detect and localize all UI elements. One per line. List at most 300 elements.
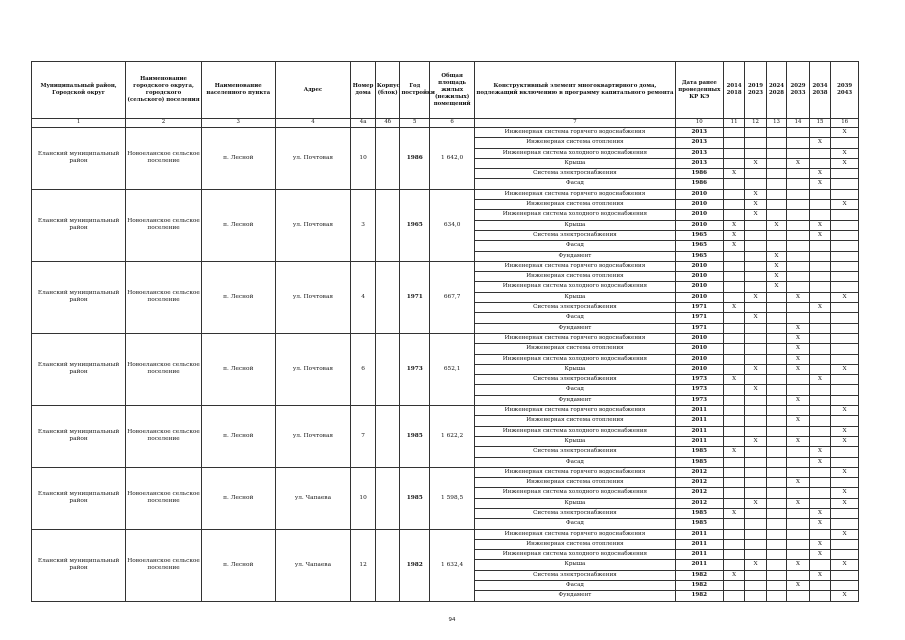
previous-repair-year-cell: 2010 xyxy=(675,220,723,230)
table-row xyxy=(32,406,859,416)
previous-repair-year-cell: 2012 xyxy=(675,467,723,477)
period-cell xyxy=(787,200,810,210)
table-row xyxy=(32,261,859,271)
period-cell xyxy=(809,323,830,333)
period-cell xyxy=(809,581,830,591)
period-cell xyxy=(745,529,766,539)
period-cell: X xyxy=(766,272,786,282)
period-cell: X xyxy=(809,138,830,148)
table-row xyxy=(32,529,859,539)
previous-repair-year-cell: 2011 xyxy=(675,416,723,426)
period-cell xyxy=(766,354,786,364)
element-name-cell: Инженерная система холодного водоснабжения xyxy=(475,210,676,220)
period-cell xyxy=(787,230,810,240)
period-cell xyxy=(831,169,859,179)
period-cell xyxy=(723,292,744,302)
element-name-cell: Система электроснабжения xyxy=(475,447,676,457)
period-cell xyxy=(745,303,766,313)
previous-repair-year-cell: 2010 xyxy=(675,333,723,343)
header-row xyxy=(32,62,859,119)
period-cell xyxy=(831,313,859,323)
element-name-cell: Система электроснабжения xyxy=(475,570,676,580)
area-cell: 1 622,2 xyxy=(430,406,475,468)
period-cell: X xyxy=(831,148,859,158)
table-row xyxy=(32,128,859,138)
period-cell xyxy=(766,230,786,240)
period-cell xyxy=(809,529,830,539)
element-name-cell: Инженерная система отопления xyxy=(475,416,676,426)
period-cell xyxy=(831,508,859,518)
period-cell: X xyxy=(831,158,859,168)
period-cell xyxy=(809,395,830,405)
period-cell xyxy=(745,457,766,467)
street-cell: ул. Чапаева xyxy=(275,529,351,601)
period-cell xyxy=(809,251,830,261)
period-cell xyxy=(723,158,744,168)
previous-repair-year-cell: 2010 xyxy=(675,261,723,271)
period-cell: X xyxy=(787,323,810,333)
element-name-cell: Инженерная система отопления xyxy=(475,138,676,148)
locality-cell: п. Лесной xyxy=(201,333,275,405)
period-cell xyxy=(723,313,744,323)
period-cell: X xyxy=(787,436,810,446)
previous-repair-year-cell: 2013 xyxy=(675,148,723,158)
period-cell xyxy=(787,179,810,189)
period-cell: X xyxy=(787,364,810,374)
period-cell xyxy=(831,179,859,189)
period-cell xyxy=(809,241,830,251)
period-cell xyxy=(766,210,786,220)
period-cell: X xyxy=(723,169,744,179)
period-cell xyxy=(723,128,744,138)
element-name-cell: Фасад xyxy=(475,313,676,323)
table-row xyxy=(32,333,859,343)
previous-repair-year-cell: 1982 xyxy=(675,591,723,601)
locality-cell: п. Лесной xyxy=(201,529,275,601)
period-cell: X xyxy=(809,303,830,313)
previous-repair-year-cell: 2011 xyxy=(675,426,723,436)
element-name-cell: Инженерная система холодного водоснабжения xyxy=(475,426,676,436)
period-cell xyxy=(766,581,786,591)
street-cell: ул. Почтовая xyxy=(275,333,351,405)
period-cell xyxy=(766,508,786,518)
period-cell xyxy=(723,344,744,354)
period-cell: X xyxy=(787,333,810,343)
period-cell xyxy=(766,189,786,199)
period-cell: X xyxy=(831,406,859,416)
period-cell xyxy=(787,539,810,549)
period-cell xyxy=(809,591,830,601)
previous-repair-year-cell: 2010 xyxy=(675,364,723,374)
house-number-cell: 4 xyxy=(351,261,376,333)
period-cell xyxy=(745,416,766,426)
period-cell: X xyxy=(809,457,830,467)
period-cell xyxy=(831,323,859,333)
period-cell xyxy=(787,261,810,271)
element-name-cell: Крыша xyxy=(475,436,676,446)
period-cell xyxy=(745,447,766,457)
district-cell: Еланский муниципальный район xyxy=(32,529,126,601)
locality-cell: п. Лесной xyxy=(201,406,275,468)
period-cell xyxy=(787,529,810,539)
district-cell: Еланский муниципальный район xyxy=(32,467,126,529)
capital-repair-table xyxy=(31,61,859,602)
period-cell xyxy=(831,189,859,199)
period-cell xyxy=(723,488,744,498)
area-cell: 1 642,0 xyxy=(430,128,475,190)
period-cell xyxy=(745,272,766,282)
period-cell xyxy=(809,200,830,210)
period-cell: X xyxy=(809,375,830,385)
period-cell xyxy=(766,570,786,580)
period-cell: X xyxy=(809,539,830,549)
period-cell xyxy=(766,406,786,416)
block-cell xyxy=(375,333,400,405)
column-header: 2039 2043 xyxy=(831,62,859,119)
period-cell xyxy=(787,220,810,230)
previous-repair-year-cell: 1965 xyxy=(675,251,723,261)
built-year-cell: 1965 xyxy=(400,189,430,261)
period-cell xyxy=(787,313,810,323)
period-cell xyxy=(745,508,766,518)
period-cell xyxy=(745,261,766,271)
period-cell xyxy=(723,550,744,560)
period-cell xyxy=(787,570,810,580)
period-cell xyxy=(766,200,786,210)
period-cell: X xyxy=(831,529,859,539)
column-number: 16 xyxy=(831,119,859,128)
period-cell xyxy=(787,251,810,261)
block-cell xyxy=(375,189,400,261)
period-cell xyxy=(745,581,766,591)
period-cell xyxy=(809,416,830,426)
element-name-cell: Система электроснабжения xyxy=(475,169,676,179)
period-cell xyxy=(723,210,744,220)
period-cell: X xyxy=(787,498,810,508)
period-cell xyxy=(809,148,830,158)
period-cell: X xyxy=(723,241,744,251)
period-cell: X xyxy=(766,282,786,292)
period-cell: X xyxy=(766,261,786,271)
element-name-cell: Инженерная система отопления xyxy=(475,272,676,282)
house-number-cell: 10 xyxy=(351,467,376,529)
previous-repair-year-cell: 2010 xyxy=(675,344,723,354)
period-cell xyxy=(723,272,744,282)
period-cell: X xyxy=(809,179,830,189)
column-number: 10 xyxy=(675,119,723,128)
previous-repair-year-cell: 1965 xyxy=(675,241,723,251)
previous-repair-year-cell: 2013 xyxy=(675,158,723,168)
period-cell xyxy=(831,581,859,591)
period-cell xyxy=(745,344,766,354)
element-name-cell: Инженерная система горячего водоснабжения xyxy=(475,189,676,199)
period-cell: X xyxy=(745,364,766,374)
element-name-cell: Фасад xyxy=(475,179,676,189)
period-cell xyxy=(723,539,744,549)
period-cell: X xyxy=(766,220,786,230)
period-cell xyxy=(745,323,766,333)
period-cell: X xyxy=(745,436,766,446)
period-cell: X xyxy=(787,344,810,354)
period-cell xyxy=(809,426,830,436)
period-cell xyxy=(745,570,766,580)
locality-cell: п. Лесной xyxy=(201,261,275,333)
period-cell: X xyxy=(809,230,830,240)
element-name-cell: Система электроснабжения xyxy=(475,230,676,240)
period-cell xyxy=(766,519,786,529)
period-cell xyxy=(723,261,744,271)
period-cell xyxy=(766,498,786,508)
column-number: 3 xyxy=(201,119,275,128)
period-cell xyxy=(723,560,744,570)
period-cell xyxy=(745,519,766,529)
column-header: Адрес xyxy=(275,62,351,119)
period-cell xyxy=(809,498,830,508)
period-cell xyxy=(766,128,786,138)
period-cell xyxy=(723,385,744,395)
element-name-cell: Крыша xyxy=(475,560,676,570)
period-cell xyxy=(766,375,786,385)
period-cell xyxy=(745,251,766,261)
settlement-cell: Новоеланское сельское поселение xyxy=(126,128,202,190)
house-number-cell: 3 xyxy=(351,189,376,261)
column-header: Корпус (блок) xyxy=(375,62,400,119)
previous-repair-year-cell: 1985 xyxy=(675,447,723,457)
period-cell xyxy=(766,179,786,189)
area-cell: 667,7 xyxy=(430,261,475,333)
previous-repair-year-cell: 1986 xyxy=(675,169,723,179)
previous-repair-year-cell: 1973 xyxy=(675,375,723,385)
element-name-cell: Инженерная система холодного водоснабжения xyxy=(475,354,676,364)
period-cell xyxy=(766,241,786,251)
period-cell xyxy=(831,272,859,282)
period-cell xyxy=(787,375,810,385)
column-header: 2014 2018 xyxy=(723,62,744,119)
period-cell xyxy=(723,200,744,210)
street-cell: ул. Почтовая xyxy=(275,189,351,261)
previous-repair-year-cell: 1982 xyxy=(675,581,723,591)
area-cell: 634,0 xyxy=(430,189,475,261)
period-cell xyxy=(787,210,810,220)
previous-repair-year-cell: 2010 xyxy=(675,189,723,199)
period-cell xyxy=(723,426,744,436)
period-cell: X xyxy=(723,303,744,313)
period-cell: X xyxy=(723,570,744,580)
column-header: Конструктивный элемент многоквартирного дома, подлежащий включению в программу капитального ремонта xyxy=(475,62,676,119)
built-year-cell: 1971 xyxy=(400,261,430,333)
period-cell xyxy=(787,457,810,467)
period-cell: X xyxy=(745,313,766,323)
period-cell: X xyxy=(745,210,766,220)
period-cell xyxy=(766,385,786,395)
period-cell xyxy=(831,447,859,457)
period-cell xyxy=(766,529,786,539)
element-name-cell: Инженерная система холодного водоснабжения xyxy=(475,550,676,560)
period-cell xyxy=(809,210,830,220)
period-cell xyxy=(831,550,859,560)
settlement-cell: Новоеланское сельское поселение xyxy=(126,261,202,333)
period-cell xyxy=(831,457,859,467)
street-cell: ул. Почтовая xyxy=(275,406,351,468)
period-cell xyxy=(831,241,859,251)
period-cell xyxy=(809,313,830,323)
period-cell xyxy=(723,478,744,488)
period-cell xyxy=(787,272,810,282)
previous-repair-year-cell: 2011 xyxy=(675,436,723,446)
column-number: 14 xyxy=(787,119,810,128)
period-cell xyxy=(809,158,830,168)
period-cell xyxy=(766,158,786,168)
element-name-cell: Крыша xyxy=(475,498,676,508)
period-cell xyxy=(766,138,786,148)
period-cell xyxy=(766,323,786,333)
period-cell: X xyxy=(787,560,810,570)
settlement-cell: Новоеланское сельское поселение xyxy=(126,467,202,529)
period-cell xyxy=(723,323,744,333)
period-cell xyxy=(787,241,810,251)
settlement-cell: Новоеланское сельское поселение xyxy=(126,406,202,468)
period-cell xyxy=(787,148,810,158)
locality-cell: п. Лесной xyxy=(201,128,275,190)
element-name-cell: Инженерная система горячего водоснабжения xyxy=(475,333,676,343)
settlement-cell: Новоеланское сельское поселение xyxy=(126,333,202,405)
period-cell: X xyxy=(831,128,859,138)
table-body xyxy=(32,128,859,602)
period-cell xyxy=(723,148,744,158)
element-name-cell: Инженерная система холодного водоснабжения xyxy=(475,148,676,158)
element-name-cell: Фундамент xyxy=(475,323,676,333)
locality-cell: п. Лесной xyxy=(201,467,275,529)
period-cell xyxy=(745,591,766,601)
period-cell xyxy=(766,364,786,374)
period-cell xyxy=(745,230,766,240)
house-number-cell: 7 xyxy=(351,406,376,468)
period-cell: X xyxy=(723,447,744,457)
period-cell xyxy=(766,550,786,560)
previous-repair-year-cell: 2013 xyxy=(675,128,723,138)
period-cell xyxy=(831,478,859,488)
period-cell: X xyxy=(787,581,810,591)
period-cell xyxy=(787,189,810,199)
period-cell xyxy=(745,179,766,189)
period-cell xyxy=(745,375,766,385)
element-name-cell: Инженерная система горячего водоснабжения xyxy=(475,467,676,477)
element-name-cell: Фасад xyxy=(475,581,676,591)
period-cell xyxy=(723,179,744,189)
period-cell: X xyxy=(787,478,810,488)
period-cell xyxy=(809,344,830,354)
element-name-cell: Инженерная система отопления xyxy=(475,344,676,354)
period-cell xyxy=(766,478,786,488)
period-cell xyxy=(787,591,810,601)
column-header: Наименование городского округа, городского (сельского) поселения xyxy=(126,62,202,119)
period-cell xyxy=(831,138,859,148)
period-cell xyxy=(745,488,766,498)
column-header: Общая площадь жилых (нежилых) помещений xyxy=(430,62,475,119)
built-year-cell: 1982 xyxy=(400,529,430,601)
period-cell xyxy=(809,333,830,343)
previous-repair-year-cell: 1971 xyxy=(675,323,723,333)
period-cell: X xyxy=(831,200,859,210)
built-year-cell: 1973 xyxy=(400,333,430,405)
period-cell: X xyxy=(766,251,786,261)
element-name-cell: Инженерная система отопления xyxy=(475,478,676,488)
district-cell: Еланский муниципальный район xyxy=(32,128,126,190)
built-year-cell: 1985 xyxy=(400,406,430,468)
house-number-cell: 6 xyxy=(351,333,376,405)
period-cell xyxy=(766,303,786,313)
settlement-cell: Новоеланское сельское поселение xyxy=(126,529,202,601)
period-cell xyxy=(766,148,786,158)
column-number: 2 xyxy=(126,119,202,128)
area-cell: 1 598,5 xyxy=(430,467,475,529)
period-cell xyxy=(723,189,744,199)
period-cell xyxy=(831,220,859,230)
period-cell xyxy=(745,282,766,292)
previous-repair-year-cell: 1973 xyxy=(675,395,723,405)
period-cell xyxy=(745,426,766,436)
period-cell xyxy=(723,591,744,601)
period-cell: X xyxy=(831,467,859,477)
period-cell xyxy=(809,292,830,302)
previous-repair-year-cell: 2011 xyxy=(675,529,723,539)
period-cell xyxy=(745,138,766,148)
period-cell xyxy=(831,230,859,240)
previous-repair-year-cell: 1985 xyxy=(675,508,723,518)
period-cell xyxy=(787,467,810,477)
period-cell: X xyxy=(787,158,810,168)
period-cell xyxy=(745,406,766,416)
column-number: 7 xyxy=(475,119,676,128)
period-cell xyxy=(787,169,810,179)
period-cell: X xyxy=(831,488,859,498)
element-name-cell: Крыша xyxy=(475,364,676,374)
column-header: Муниципальный район, Городской округ xyxy=(32,62,126,119)
period-cell xyxy=(766,467,786,477)
period-cell: X xyxy=(745,200,766,210)
period-cell xyxy=(809,189,830,199)
period-cell xyxy=(766,539,786,549)
period-cell xyxy=(723,406,744,416)
period-cell xyxy=(766,333,786,343)
period-cell xyxy=(723,138,744,148)
period-cell xyxy=(831,416,859,426)
period-cell xyxy=(723,282,744,292)
period-cell xyxy=(809,560,830,570)
period-cell: X xyxy=(787,292,810,302)
period-cell xyxy=(723,467,744,477)
column-number: 6 xyxy=(430,119,475,128)
house-number-cell: 12 xyxy=(351,529,376,601)
period-cell xyxy=(723,529,744,539)
previous-repair-year-cell: 2010 xyxy=(675,354,723,364)
period-cell: X xyxy=(787,395,810,405)
period-cell xyxy=(809,282,830,292)
element-name-cell: Система электроснабжения xyxy=(475,508,676,518)
period-cell xyxy=(723,436,744,446)
locality-cell: п. Лесной xyxy=(201,189,275,261)
element-name-cell: Фасад xyxy=(475,241,676,251)
period-cell: X xyxy=(787,416,810,426)
period-cell xyxy=(809,406,830,416)
period-cell xyxy=(831,539,859,549)
column-header: Наименование населенного пункта xyxy=(201,62,275,119)
period-cell xyxy=(745,333,766,343)
period-cell xyxy=(787,519,810,529)
previous-repair-year-cell: 2011 xyxy=(675,560,723,570)
district-cell: Еланский муниципальный район xyxy=(32,261,126,333)
period-cell: X xyxy=(809,570,830,580)
